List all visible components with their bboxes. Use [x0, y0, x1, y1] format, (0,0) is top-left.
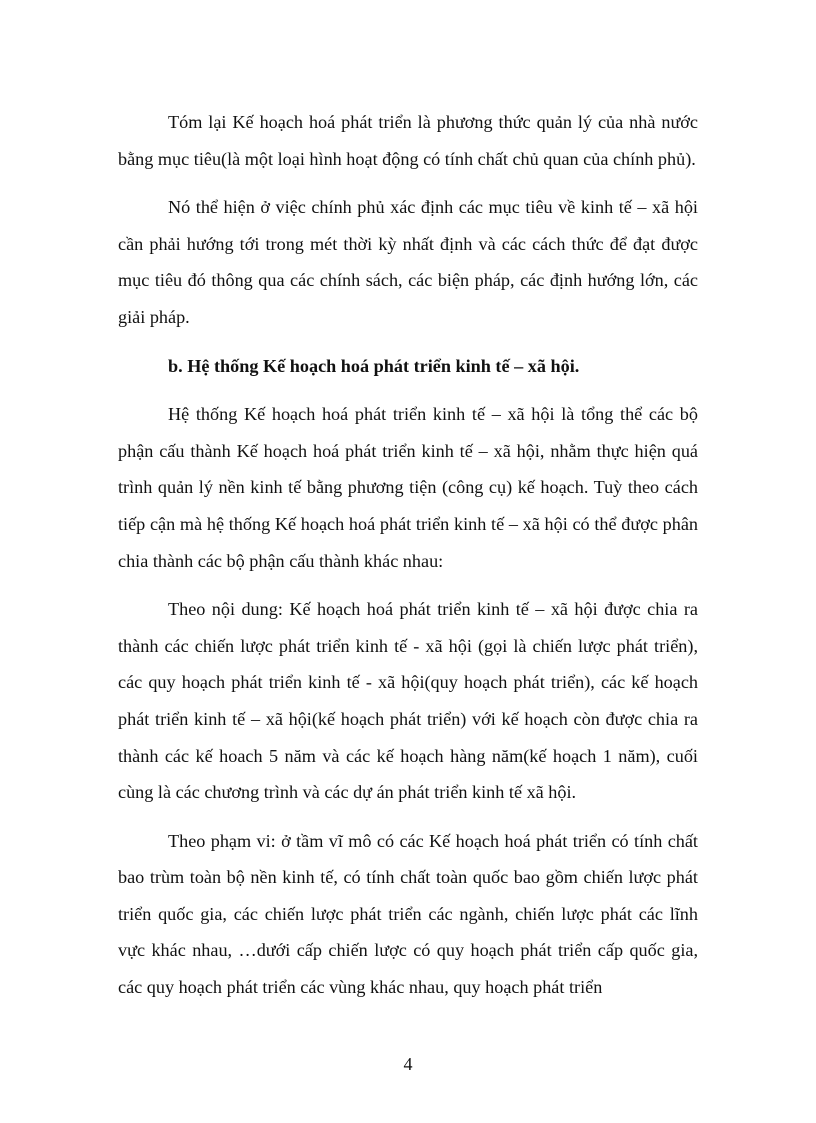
- paragraph-by-scope: Theo phạm vi: ở tầm vĩ mô có các Kế hoạch hoá phát triển có tính chất bao trùm toàn bộ nền kinh tế, có tính chất toàn quốc bao gồm chiến lược phát triển quốc gia, các chiến lược phát triển các ngành, chiến lược phát các lĩnh vực khác nhau, …dưới cấp chiến lược có quy hoạch phát triển cấp quốc gia, các quy hoạch phát triển các vùng khác nhau, quy hoạch phát triển: [118, 830, 698, 998]
- section-heading: b. Hệ thống Kế hoạch hoá phát triển kinh tế – xã hội.: [168, 355, 580, 376]
- page-number: 4: [403, 1054, 413, 1074]
- paragraph-goals: Nó thể hiện ở việc chính phủ xác định các mục tiêu về kinh tế – xã hội cần phải hướng tới trong mét thời kỳ nhất định và các cách thức để đạt được mục tiêu đó thông qua các chính sách, các biện pháp, các định hướng lớn, các giải pháp.: [118, 197, 698, 327]
- paragraph-summary: Tóm lại Kế hoạch hoá phát triển là phương thức quản lý của nhà nước bằng mục tiêu(là một loại hình hoạt động có tính chất chủ quan của chính phủ).: [118, 112, 698, 169]
- paragraph-by-content: Theo nội dung: Kế hoạch hoá phát triển kinh tế – xã hội được chia ra thành các chiến lược phát triển kinh tế - xã hội (gọi là chiến lược phát triển), các quy hoạch phát triển kinh tế - xã hội(quy hoạch phát triển), các kế hoạch phát triển kinh tế – xã hội(kế hoạch phát triển) với kế hoạch còn được chia ra thành các kế hoach 5 năm và các kế hoạch hàng năm(kế hoạch 1 năm), cuối cùng là các chương trình và các dự án phát triển kinh tế xã hội.: [118, 599, 698, 803]
- paragraph-system-definition: Hệ thống Kế hoạch hoá phát triển kinh tế – xã hội là tổng thể các bộ phận cấu thành Kế hoạch hoá phát triển kinh tế – xã hội, nhằm thực hiện quá trình quản lý nền kinh tế bằng phương tiện (công cụ) kế hoạch. Tuỳ theo cách tiếp cận mà hệ thống Kế hoạch hoá phát triển kinh tế – xã hội có thể được phân chia thành các bộ phận cấu thành khác nhau:: [118, 404, 698, 571]
- document-body: [118, 104, 698, 1018]
